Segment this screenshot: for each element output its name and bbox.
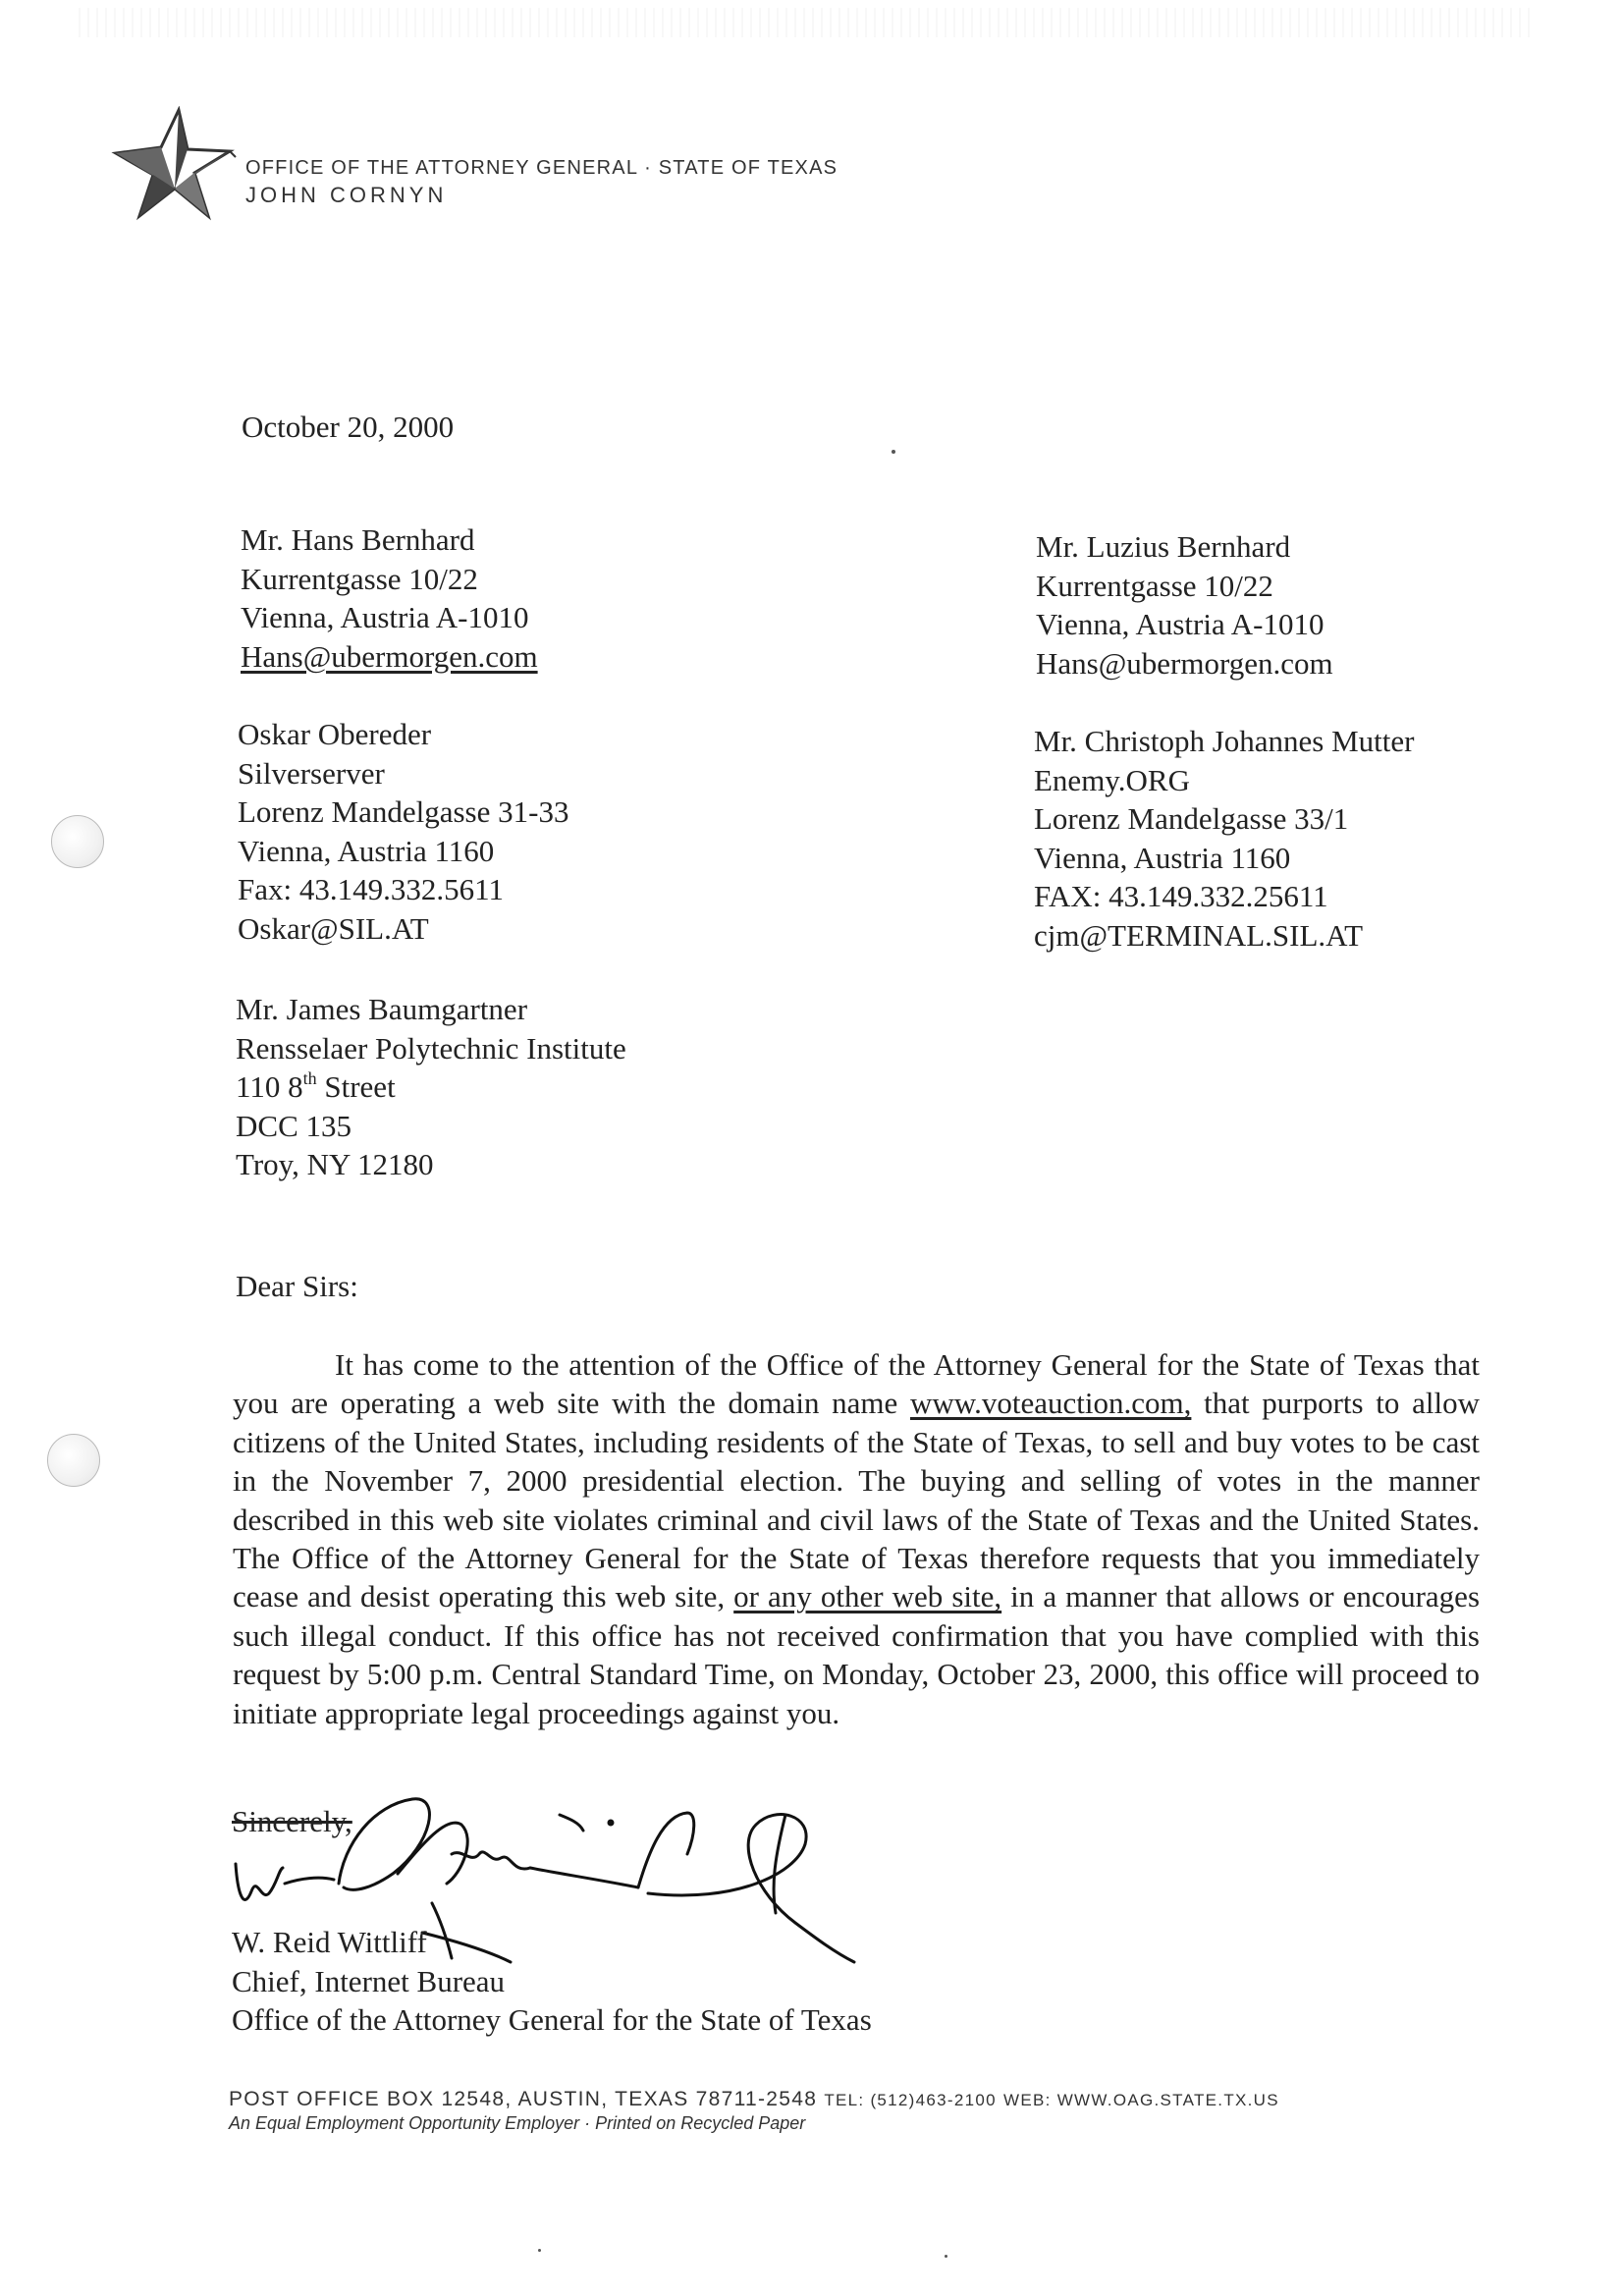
signer-title: Chief, Internet Bureau bbox=[232, 1963, 506, 1998]
recipient-christoph-mutter bbox=[1034, 722, 1415, 955]
address-line: FAX: 43.149.332.25611 bbox=[1034, 879, 1328, 913]
address-line: Vienna, Austria A-1010 bbox=[1036, 607, 1325, 641]
punch-hole bbox=[51, 815, 104, 868]
footer-tel: TEL: (512)463-2100 bbox=[824, 2091, 997, 2109]
address-line: Vienna, Austria A-1010 bbox=[241, 600, 529, 634]
footer-web[interactable]: WEB: WWW.OAG.STATE.TX.US bbox=[1003, 2091, 1279, 2109]
scan-dot bbox=[892, 450, 895, 454]
body-text: It has come to the attention of the Office of the Attorney General for the State of Texas that you are operating a web site with the domain name bbox=[233, 1347, 1480, 1421]
punch-hole bbox=[47, 1434, 100, 1487]
footer-contact bbox=[229, 2088, 1279, 2111]
body-text: that purports to allow citizens of the United States, including residents of the State of Texas, to sell and buy votes to be cast in the November 7, 2000 presidential election. The buying and selling of votes in the manner described in this web site violates criminal and civil laws of the State of Texas and the United States. The Office of the Attorney General for the State of Texas therefore requests that you immediately cease and desist operating this web site, bbox=[233, 1386, 1480, 1614]
address-line: Kurrentgasse 10/22 bbox=[241, 561, 478, 596]
address-line: Vienna, Austria 1160 bbox=[1034, 840, 1291, 875]
recipient-james-baumgartner bbox=[236, 990, 626, 1184]
address-line: Lorenz Mandelgasse 33/1 bbox=[1034, 801, 1349, 836]
address-line: Lorenz Mandelgasse 31-33 bbox=[238, 794, 569, 829]
email-link[interactable]: Hans@ubermorgen.com bbox=[241, 638, 538, 674]
street-name: Street bbox=[316, 1069, 396, 1104]
footer-tagline: An Equal Employment Opportunity Employer · Printed on Recycled Paper bbox=[229, 2113, 806, 2133]
scan-dot bbox=[945, 2255, 947, 2258]
address-line: Mr. James Baumgartner bbox=[236, 992, 528, 1026]
address-line: Silverserver bbox=[238, 755, 385, 791]
recipient-hans-bernhard bbox=[241, 520, 538, 676]
letter-date: October 20, 2000 bbox=[242, 410, 455, 444]
address-line: Rensselaer Polytechnic Institute bbox=[236, 1030, 626, 1066]
body-text: in a manner that allows or encourages such illegal conduct. If this office has not received confirmation that you have complied with this request by 5:00 p.m. Central Standard Time, on Monday, October 23, 2000, this office will proceed to initiate appropriate legal proceedings against you. bbox=[233, 1579, 1481, 1730]
address-line: DCC 135 bbox=[236, 1108, 351, 1143]
letterhead-office: OFFICE OF THE ATTORNEY GENERAL · STATE OF TEXAS bbox=[245, 157, 838, 179]
salutation: Dear Sirs: bbox=[236, 1269, 358, 1303]
signer-name: W. Reid Wittliff bbox=[232, 1925, 427, 1959]
address-line: Kurrentgasse 10/22 bbox=[1036, 568, 1273, 603]
address-line: Vienna, Austria 1160 bbox=[238, 833, 495, 868]
letter-body bbox=[233, 1345, 1480, 1732]
address-line: Fax: 43.149.332.5611 bbox=[238, 872, 504, 906]
texas-star-seal-icon bbox=[110, 106, 238, 222]
recipient-oskar-obereder bbox=[238, 715, 568, 948]
address-line: Mr. Luzius Bernhard bbox=[1036, 529, 1291, 564]
address-line: Hans@ubermorgen.com bbox=[1036, 645, 1333, 681]
scan-dot bbox=[538, 2249, 541, 2252]
scan-speckle bbox=[79, 8, 1532, 37]
street-number: 110 8 bbox=[236, 1069, 303, 1104]
closing: Sincerely, bbox=[232, 1804, 352, 1838]
address-line: Troy, NY 12180 bbox=[236, 1147, 434, 1181]
address-line: cjm@TERMINAL.SIL.AT bbox=[1034, 917, 1364, 953]
address-line: Mr. Hans Bernhard bbox=[241, 522, 475, 557]
footer-address: POST OFFICE BOX 12548, AUSTIN, TEXAS 78711-2548 bbox=[229, 2088, 818, 2110]
address-line: Oskar@SIL.AT bbox=[238, 910, 429, 946]
signer-office: Office of the Attorney General for the State of Texas bbox=[232, 2002, 872, 2037]
domain-link[interactable]: www.voteauction.com, bbox=[910, 1386, 1192, 1421]
address-line: Mr. Christoph Johannes Mutter bbox=[1034, 724, 1415, 758]
underlined-phrase: or any other web site, bbox=[733, 1579, 1002, 1614]
ordinal-suffix: th bbox=[302, 1067, 317, 1088]
address-line-street bbox=[236, 1067, 626, 1107]
address-line: Oskar Obereder bbox=[238, 717, 432, 751]
address-line: Enemy.ORG bbox=[1034, 762, 1190, 797]
letterhead-name: JOHN CORNYN bbox=[245, 183, 448, 207]
signer-block bbox=[232, 1923, 872, 2040]
recipient-luzius-bernhard bbox=[1036, 527, 1333, 683]
